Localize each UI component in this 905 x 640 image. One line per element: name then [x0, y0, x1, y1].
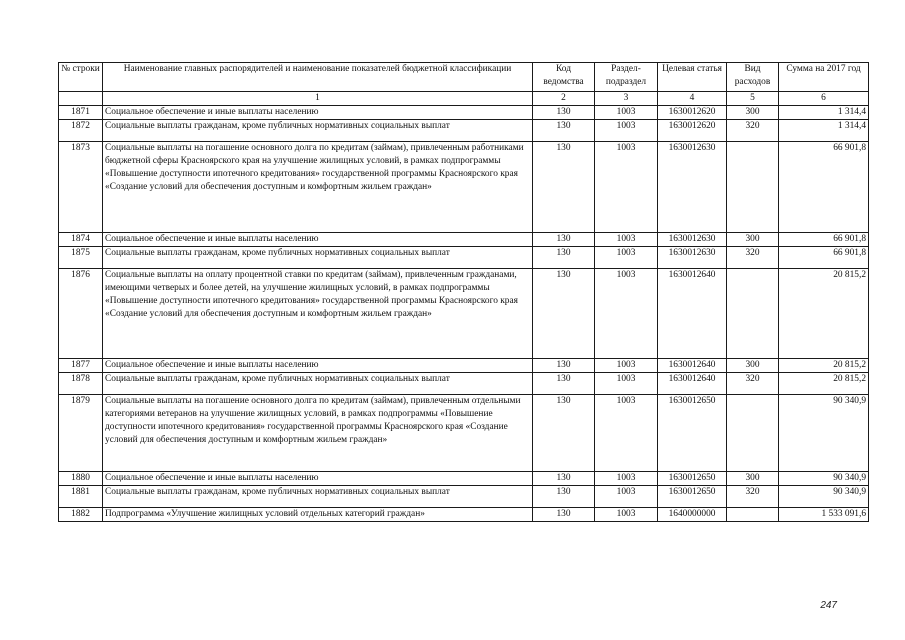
row-section: 1003 — [595, 395, 658, 472]
row-amount: 1 533 091,6 — [779, 508, 869, 522]
row-amount: 90 340,9 — [779, 395, 869, 472]
row-number: 1871 — [59, 106, 103, 120]
row-amount: 66 901,8 — [779, 247, 869, 269]
table-row — [59, 359, 869, 373]
row-name: Социальное обеспечение и иные выплаты населению — [103, 233, 533, 247]
row-amount: 66 901,8 — [779, 142, 869, 233]
index-cell-empty — [59, 92, 103, 106]
row-name: Социальные выплаты гражданам, кроме публичных нормативных социальных выплат — [103, 373, 533, 395]
header-row-number: № строки — [59, 63, 103, 92]
row-number: 1878 — [59, 373, 103, 395]
row-amount: 90 340,9 — [779, 486, 869, 508]
row-section: 1003 — [595, 106, 658, 120]
row-target-article: 1640000000 — [658, 508, 727, 522]
row-number: 1875 — [59, 247, 103, 269]
row-department-code: 130 — [533, 508, 595, 522]
header-section: Раздел-подраздел — [595, 63, 658, 92]
row-target-article: 1630012650 — [658, 395, 727, 472]
row-department-code: 130 — [533, 486, 595, 508]
row-section: 1003 — [595, 120, 658, 142]
row-section: 1003 — [595, 233, 658, 247]
row-number: 1881 — [59, 486, 103, 508]
row-amount: 1 314,4 — [779, 120, 869, 142]
row-name: Социальные выплаты на погашение основного долга по кредитам (займам), привлеченным отдельными категориями ветеранов на улучшение жилищных условий, в рамках подпрограммы «Повышение доступности ипотечного кредитования» государственной программы Красноярского края «Создание условий для обеспечения доступным и комфортным жильем граждан» — [103, 395, 533, 472]
row-amount: 1 314,4 — [779, 106, 869, 120]
row-name: Социальные выплаты гражданам, кроме публичных нормативных социальных выплат — [103, 120, 533, 142]
row-name: Социальные выплаты на погашение основного долга по кредитам (займам), привлеченным работниками бюджетной сферы Красноярского края на улучшение жилищных условий, в рамках подпрограммы «Повышение доступности ипотечного кредитования» государственной программы Красноярского края «Создание условий для обеспечения доступным и комфортным жильем граждан» — [103, 142, 533, 233]
row-target-article: 1630012630 — [658, 142, 727, 233]
row-expense-type: 320 — [727, 486, 779, 508]
row-name: Социальные выплаты на оплату процентной ставки по кредитам (займам), привлеченным гражданами, имеющими четверых и более детей, на улучшение жилищных условий, в рамках подпрограммы «Повышение доступности ипотечного кредитования» государственной программы Красноярского края «Создание условий для обеспечения доступным и комфортным жильем граждан» — [103, 269, 533, 359]
row-expense-type: 320 — [727, 247, 779, 269]
row-department-code: 130 — [533, 395, 595, 472]
row-department-code: 130 — [533, 106, 595, 120]
header-amount: Сумма на 2017 год — [779, 63, 869, 92]
row-expense-type — [727, 269, 779, 359]
row-section: 1003 — [595, 247, 658, 269]
row-name: Социальное обеспечение и иные выплаты населению — [103, 472, 533, 486]
row-target-article: 1630012620 — [658, 120, 727, 142]
table-row — [59, 486, 869, 508]
row-name: Социальные выплаты гражданам, кроме публичных нормативных социальных выплат — [103, 486, 533, 508]
row-number: 1877 — [59, 359, 103, 373]
row-department-code: 130 — [533, 247, 595, 269]
row-number: 1879 — [59, 395, 103, 472]
row-name: Социальное обеспечение и иные выплаты населению — [103, 359, 533, 373]
table-row — [59, 120, 869, 142]
row-number: 1880 — [59, 472, 103, 486]
table-row — [59, 269, 869, 359]
row-expense-type: 320 — [727, 120, 779, 142]
row-number: 1874 — [59, 233, 103, 247]
header-name: Наименование главных распорядителей и наименование показателей бюджетной классификации — [103, 63, 533, 92]
row-number: 1872 — [59, 120, 103, 142]
row-target-article: 1630012640 — [658, 373, 727, 395]
table-row — [59, 395, 869, 472]
row-department-code: 130 — [533, 233, 595, 247]
row-name: Подпрограмма «Улучшение жилищных условий отдельных категорий граждан» — [103, 508, 533, 522]
index-cell: 1 — [103, 92, 533, 106]
row-expense-type — [727, 142, 779, 233]
table-row — [59, 373, 869, 395]
header-department-code: Код ведомства — [533, 63, 595, 92]
row-department-code: 130 — [533, 472, 595, 486]
row-section: 1003 — [595, 142, 658, 233]
header-expense-type: Вид расходов — [727, 63, 779, 92]
row-target-article: 1630012630 — [658, 233, 727, 247]
row-amount: 20 815,2 — [779, 269, 869, 359]
row-expense-type: 300 — [727, 359, 779, 373]
row-section: 1003 — [595, 359, 658, 373]
page-number: 247 — [820, 600, 837, 611]
row-section: 1003 — [595, 472, 658, 486]
row-amount: 90 340,9 — [779, 472, 869, 486]
row-department-code: 130 — [533, 120, 595, 142]
table-index-row — [59, 92, 869, 106]
row-number: 1876 — [59, 269, 103, 359]
row-expense-type: 320 — [727, 373, 779, 395]
row-amount: 66 901,8 — [779, 233, 869, 247]
row-department-code: 130 — [533, 142, 595, 233]
table-row — [59, 106, 869, 120]
row-section: 1003 — [595, 508, 658, 522]
index-cell: 4 — [658, 92, 727, 106]
index-cell: 2 — [533, 92, 595, 106]
row-department-code: 130 — [533, 269, 595, 359]
row-target-article: 1630012640 — [658, 269, 727, 359]
row-amount: 20 815,2 — [779, 373, 869, 395]
table-header-row — [59, 63, 869, 92]
table-row — [59, 233, 869, 247]
row-expense-type: 300 — [727, 472, 779, 486]
table-row — [59, 508, 869, 522]
table-row — [59, 142, 869, 233]
header-target-article: Целевая статья — [658, 63, 727, 92]
index-cell: 3 — [595, 92, 658, 106]
row-amount: 20 815,2 — [779, 359, 869, 373]
row-number: 1882 — [59, 508, 103, 522]
row-target-article: 1630012620 — [658, 106, 727, 120]
budget-table — [58, 62, 869, 522]
row-target-article: 1630012650 — [658, 486, 727, 508]
row-department-code: 130 — [533, 373, 595, 395]
row-expense-type: 300 — [727, 233, 779, 247]
row-target-article: 1630012650 — [658, 472, 727, 486]
row-expense-type — [727, 508, 779, 522]
row-expense-type: 300 — [727, 106, 779, 120]
row-section: 1003 — [595, 373, 658, 395]
row-number: 1873 — [59, 142, 103, 233]
row-section: 1003 — [595, 486, 658, 508]
row-name: Социальные выплаты гражданам, кроме публичных нормативных социальных выплат — [103, 247, 533, 269]
row-department-code: 130 — [533, 359, 595, 373]
row-name: Социальное обеспечение и иные выплаты населению — [103, 106, 533, 120]
row-target-article: 1630012630 — [658, 247, 727, 269]
table-row — [59, 247, 869, 269]
row-section: 1003 — [595, 269, 658, 359]
row-expense-type — [727, 395, 779, 472]
index-cell: 5 — [727, 92, 779, 106]
table-row — [59, 472, 869, 486]
row-target-article: 1630012640 — [658, 359, 727, 373]
index-cell: 6 — [779, 92, 869, 106]
